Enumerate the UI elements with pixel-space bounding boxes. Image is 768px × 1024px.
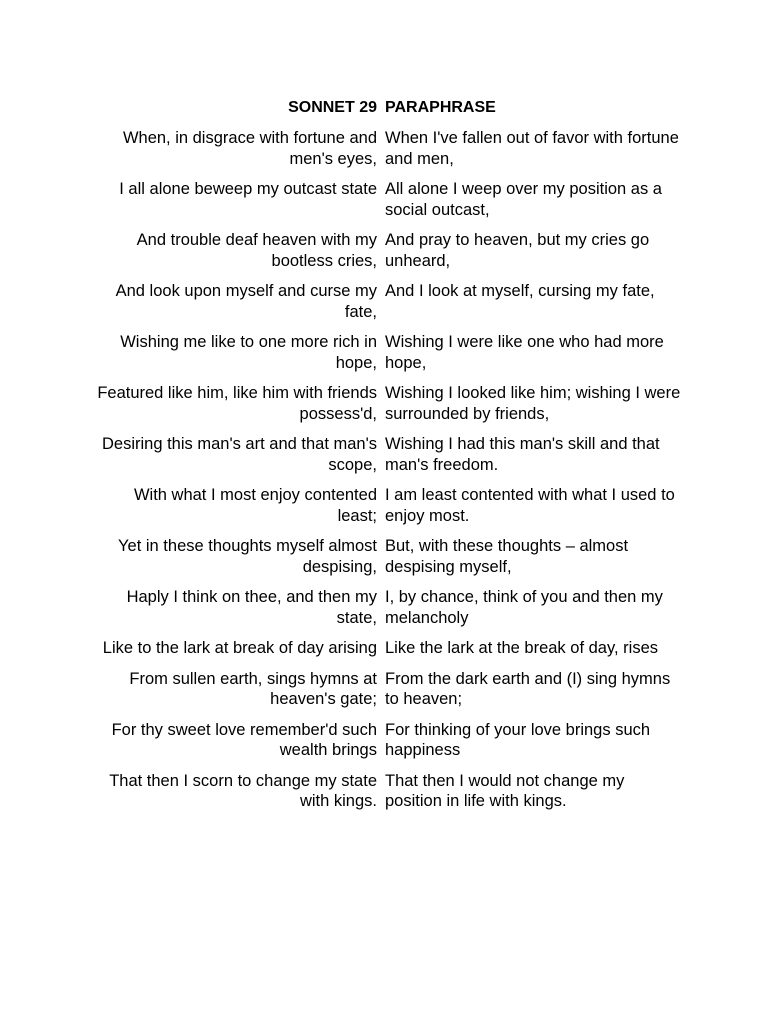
sonnet-line: Like to the lark at break of day arising (102, 639, 377, 657)
sonnet-line: Featured like him, like him with friends possess'd, (97, 384, 377, 423)
sonnet-line: Haply I think on thee, and then my state, (126, 588, 377, 627)
paraphrase-line: Like the lark at the break of day, rises (385, 639, 658, 657)
table-row (88, 485, 688, 536)
paraphrase-line: And I look at myself, cursing my fate, (385, 282, 655, 300)
sonnet-line: For thy sweet love remember'd such wealth brings (111, 720, 377, 759)
sonnet-line: And trouble deaf heaven with my bootless cries, (136, 231, 377, 270)
table-row (88, 332, 688, 383)
table-row (88, 669, 688, 720)
table-row (88, 383, 688, 434)
sonnet-line: That then I scorn to change my state with kings. (109, 771, 377, 810)
table-row (88, 179, 688, 230)
paraphrase-line: That then I would not change my position in life with kings. (385, 771, 625, 810)
paraphrase-line: I am least contented with what I used to enjoy most. (385, 486, 675, 525)
paraphrase-line: For thinking of your love brings such happiness (385, 720, 651, 759)
sonnet-line: Wishing me like to one more rich in hope, (120, 333, 377, 372)
table-row (88, 587, 688, 638)
paraphrase-line: Wishing I had this man's skill and that man's freedom. (385, 435, 660, 474)
table-row (88, 536, 688, 587)
table-row (88, 281, 688, 332)
paraphrase-line: Wishing I looked like him; wishing I were surrounded by friends, (385, 384, 681, 423)
sonnet-line: When, in disgrace with fortune and men's eyes, (122, 129, 377, 168)
paraphrase-line: I, by chance, think of you and then my melancholy (385, 588, 663, 627)
table-row (88, 720, 688, 771)
paraphrase-line: From the dark earth and (I) sing hymns to heaven; (385, 669, 671, 708)
sonnet-line: From sullen earth, sings hymns at heaven's gate; (129, 669, 377, 708)
paraphrase-line: And pray to heaven, but my cries go unheard, (385, 231, 650, 270)
sonnet-line: I all alone beweep my outcast state (119, 180, 377, 198)
header-row (88, 96, 688, 128)
sonnet-line: And look upon myself and curse my fate, (115, 282, 377, 321)
table-row (88, 434, 688, 485)
table-row (88, 638, 688, 669)
table-row (88, 771, 688, 822)
sonnet-paraphrase-table (88, 96, 688, 822)
table-row (88, 128, 688, 179)
paraphrase-line: Wishing I were like one who had more hope, (385, 333, 664, 372)
paraphrase-line: But, with these thoughts – almost despising myself, (385, 537, 629, 576)
sonnet-line: With what I most enjoy contented least; (133, 486, 377, 525)
header-original: SONNET 29 (288, 99, 377, 116)
sonnet-line: Yet in these thoughts myself almost despising, (118, 537, 377, 576)
sonnet-line: Desiring this man's art and that man's scope, (101, 435, 377, 474)
paraphrase-line: When I've fallen out of favor with fortune and men, (385, 129, 679, 168)
table-body (88, 128, 688, 822)
table-row (88, 230, 688, 281)
paraphrase-line: All alone I weep over my position as a social outcast, (385, 180, 662, 219)
header-paraphrase: PARAPHRASE (385, 99, 496, 116)
